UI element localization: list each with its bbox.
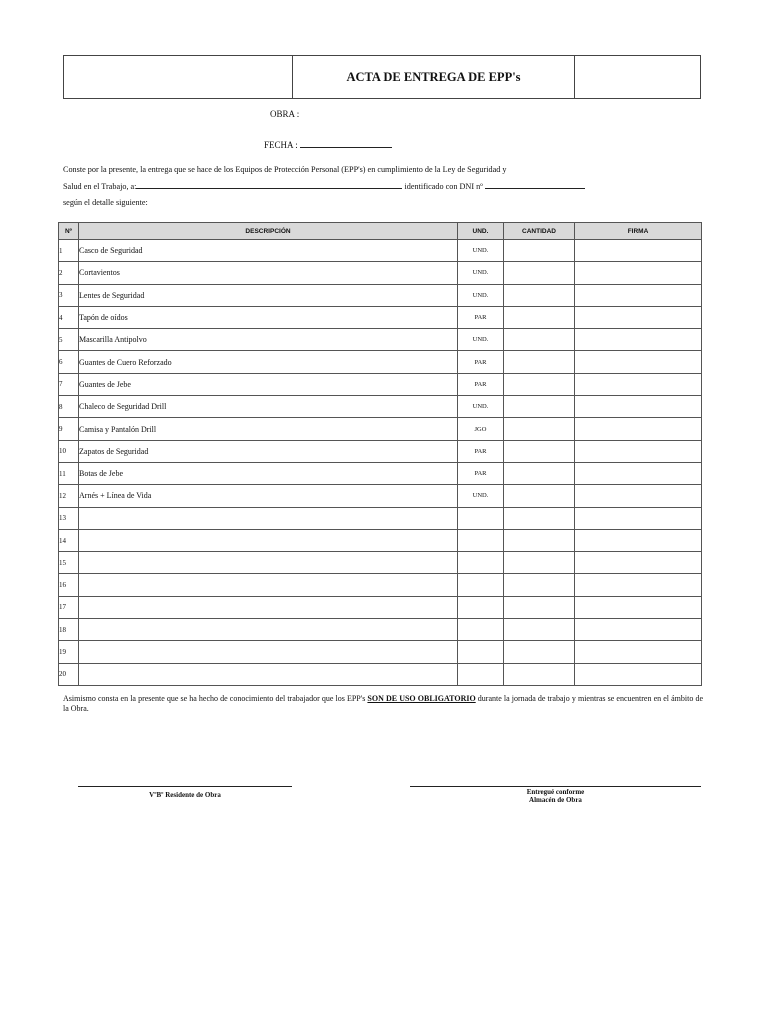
row-unit [458,574,504,596]
row-quantity-cell[interactable] [504,262,575,284]
intro-line-3: según el detalle siguiente: [63,198,148,207]
table-row [59,240,702,262]
table-row [59,373,702,395]
row-quantity-cell[interactable] [504,619,575,641]
row-unit [458,641,504,663]
row-description[interactable]: Guantes de Cuero Reforzado [79,351,458,373]
row-quantity-cell[interactable] [504,306,575,328]
row-description[interactable]: Zapatos de Seguridad [79,440,458,462]
table-row [59,663,702,685]
row-number: 5 [59,329,79,351]
row-signature-cell[interactable] [575,574,702,596]
epp-table [58,222,702,686]
fecha-input-line[interactable] [300,139,392,148]
row-signature-cell[interactable] [575,462,702,484]
fecha-field[interactable] [264,139,392,150]
row-quantity-cell[interactable] [504,596,575,618]
col-header-signature: FIRMA [575,223,702,240]
table-row [59,440,702,462]
table-row [59,641,702,663]
row-signature-cell[interactable] [575,485,702,507]
row-unit: UND. [458,396,504,418]
row-description[interactable] [79,529,458,551]
table-row [59,462,702,484]
row-number: 15 [59,552,79,574]
intro-dni-label: identificado con DNI nº [402,181,485,191]
header-box [63,55,701,99]
row-unit: UND. [458,240,504,262]
row-description[interactable]: Tapón de oídos [79,306,458,328]
table-row [59,306,702,328]
table-row [59,507,702,529]
row-unit [458,619,504,641]
row-unit: PAR [458,351,504,373]
row-number: 17 [59,596,79,618]
row-number: 18 [59,619,79,641]
row-signature-cell[interactable] [575,641,702,663]
code-cell [575,56,700,98]
row-unit: PAR [458,306,504,328]
row-unit [458,596,504,618]
table-row [59,262,702,284]
row-signature-cell[interactable] [575,306,702,328]
row-description[interactable]: Mascarilla Antipolvo [79,329,458,351]
table-header-row [59,223,702,240]
document-title: ACTA DE ENTREGA DE EPP's [293,56,575,98]
closing-text-after: durante la jornada de trabajo y mientras se encuentren en el ámbito de la Obra. [63,694,704,713]
table-row [59,418,702,440]
row-number: 7 [59,373,79,395]
row-signature-cell[interactable] [575,373,702,395]
row-number: 16 [59,574,79,596]
row-unit: UND. [458,329,504,351]
row-description[interactable] [79,552,458,574]
row-unit [458,529,504,551]
worker-name-blank[interactable] [136,181,402,189]
row-signature-cell[interactable] [575,329,702,351]
row-signature-cell[interactable] [575,507,702,529]
row-signature-cell[interactable] [575,529,702,551]
row-number: 6 [59,351,79,373]
row-description[interactable]: Chaleco de Seguridad Drill [79,396,458,418]
col-header-number: Nº [59,223,79,240]
row-description[interactable] [79,663,458,685]
row-quantity-cell[interactable] [504,396,575,418]
row-signature-cell[interactable] [575,240,702,262]
row-signature-cell[interactable] [575,596,702,618]
closing-text-before: Asimismo consta en la presente que se ha hecho de conocimiento del trabajador que los EPP's [63,694,368,703]
row-quantity-cell[interactable] [504,373,575,395]
row-description[interactable]: Cortavientos [79,262,458,284]
row-description[interactable]: Guantes de Jebe [79,373,458,395]
row-signature-cell[interactable] [575,619,702,641]
row-quantity-cell[interactable] [504,485,575,507]
table-row [59,529,702,551]
row-unit: UND. [458,284,504,306]
row-number: 11 [59,462,79,484]
table-row [59,552,702,574]
row-signature-cell[interactable] [575,351,702,373]
row-number: 19 [59,641,79,663]
signature-line-warehouse[interactable] [410,786,701,787]
row-number: 13 [59,507,79,529]
row-description[interactable] [79,619,458,641]
table-row [59,574,702,596]
signature-resident [78,786,292,799]
signature-line-resident[interactable] [78,786,292,787]
row-number: 2 [59,262,79,284]
row-unit [458,663,504,685]
row-description[interactable] [79,641,458,663]
table-row [59,396,702,418]
obra-field[interactable] [270,109,299,119]
table-row [59,351,702,373]
row-quantity-cell[interactable] [504,284,575,306]
row-quantity-cell[interactable] [504,329,575,351]
row-number: 1 [59,240,79,262]
row-unit: UND. [458,262,504,284]
intro-paragraph [63,162,703,212]
row-description[interactable]: Lentes de Seguridad [79,284,458,306]
row-number: 14 [59,529,79,551]
row-quantity-cell[interactable] [504,574,575,596]
row-number: 4 [59,306,79,328]
row-number: 20 [59,663,79,685]
row-description[interactable]: Camisa y Pantalón Drill [79,418,458,440]
row-unit: JGO [458,418,504,440]
row-quantity-cell[interactable] [504,663,575,685]
row-description[interactable]: Botas de Jebe [79,462,458,484]
fecha-label: FECHA : [264,140,298,150]
row-unit [458,507,504,529]
col-header-unit: UND. [458,223,504,240]
row-quantity-cell[interactable] [504,529,575,551]
table-row [59,329,702,351]
row-quantity-cell[interactable] [504,440,575,462]
row-signature-cell[interactable] [575,284,702,306]
row-signature-cell[interactable] [575,440,702,462]
row-number: 12 [59,485,79,507]
table-row [59,596,702,618]
signature-label-warehouse-1: Entregué conforme [526,788,585,796]
closing-emphasis: SON DE USO OBLIGATORIO [367,694,476,703]
row-quantity-cell[interactable] [504,240,575,262]
obra-label: OBRA : [270,109,300,119]
row-number: 9 [59,418,79,440]
col-header-quantity: CANTIDAD [504,223,575,240]
signature-warehouse [410,786,701,804]
table-row [59,619,702,641]
row-description[interactable] [79,596,458,618]
col-header-description: DESCRIPCIÓN [79,223,458,240]
table-row [59,284,702,306]
row-quantity-cell[interactable] [504,462,575,484]
row-quantity-cell[interactable] [504,552,575,574]
intro-line-1: Conste por la presente, la entrega que se hace de los Equipos de Protección Personal (EPP's) en cumplimiento de la Ley de Seguridad y [63,165,507,174]
row-quantity-cell[interactable] [504,507,575,529]
signature-label-warehouse-2: Almacén de Obra [529,796,582,804]
signature-label-resident: VºBº Residente de Obra [149,791,221,799]
intro-line-2 [63,179,703,196]
row-number: 8 [59,396,79,418]
row-signature-cell[interactable] [575,396,702,418]
row-signature-cell[interactable] [575,262,702,284]
row-number: 3 [59,284,79,306]
row-description[interactable]: Casco de Seguridad [79,240,458,262]
row-unit: PAR [458,373,504,395]
row-quantity-cell[interactable] [504,641,575,663]
row-signature-cell[interactable] [575,663,702,685]
row-number: 10 [59,440,79,462]
logo-cell [64,56,293,98]
row-signature-cell[interactable] [575,418,702,440]
closing-paragraph [63,694,703,714]
table-row [59,485,702,507]
row-unit: PAR [458,440,504,462]
row-quantity-cell[interactable] [504,418,575,440]
row-unit: PAR [458,462,504,484]
row-description[interactable]: Arnés + Línea de Vida [79,485,458,507]
dni-blank[interactable] [485,181,585,189]
row-description[interactable] [79,507,458,529]
row-description[interactable] [79,574,458,596]
row-unit: UND. [458,485,504,507]
intro-worker-label: Salud en el Trabajo, a: [63,181,137,191]
row-quantity-cell[interactable] [504,351,575,373]
row-unit [458,552,504,574]
row-signature-cell[interactable] [575,552,702,574]
